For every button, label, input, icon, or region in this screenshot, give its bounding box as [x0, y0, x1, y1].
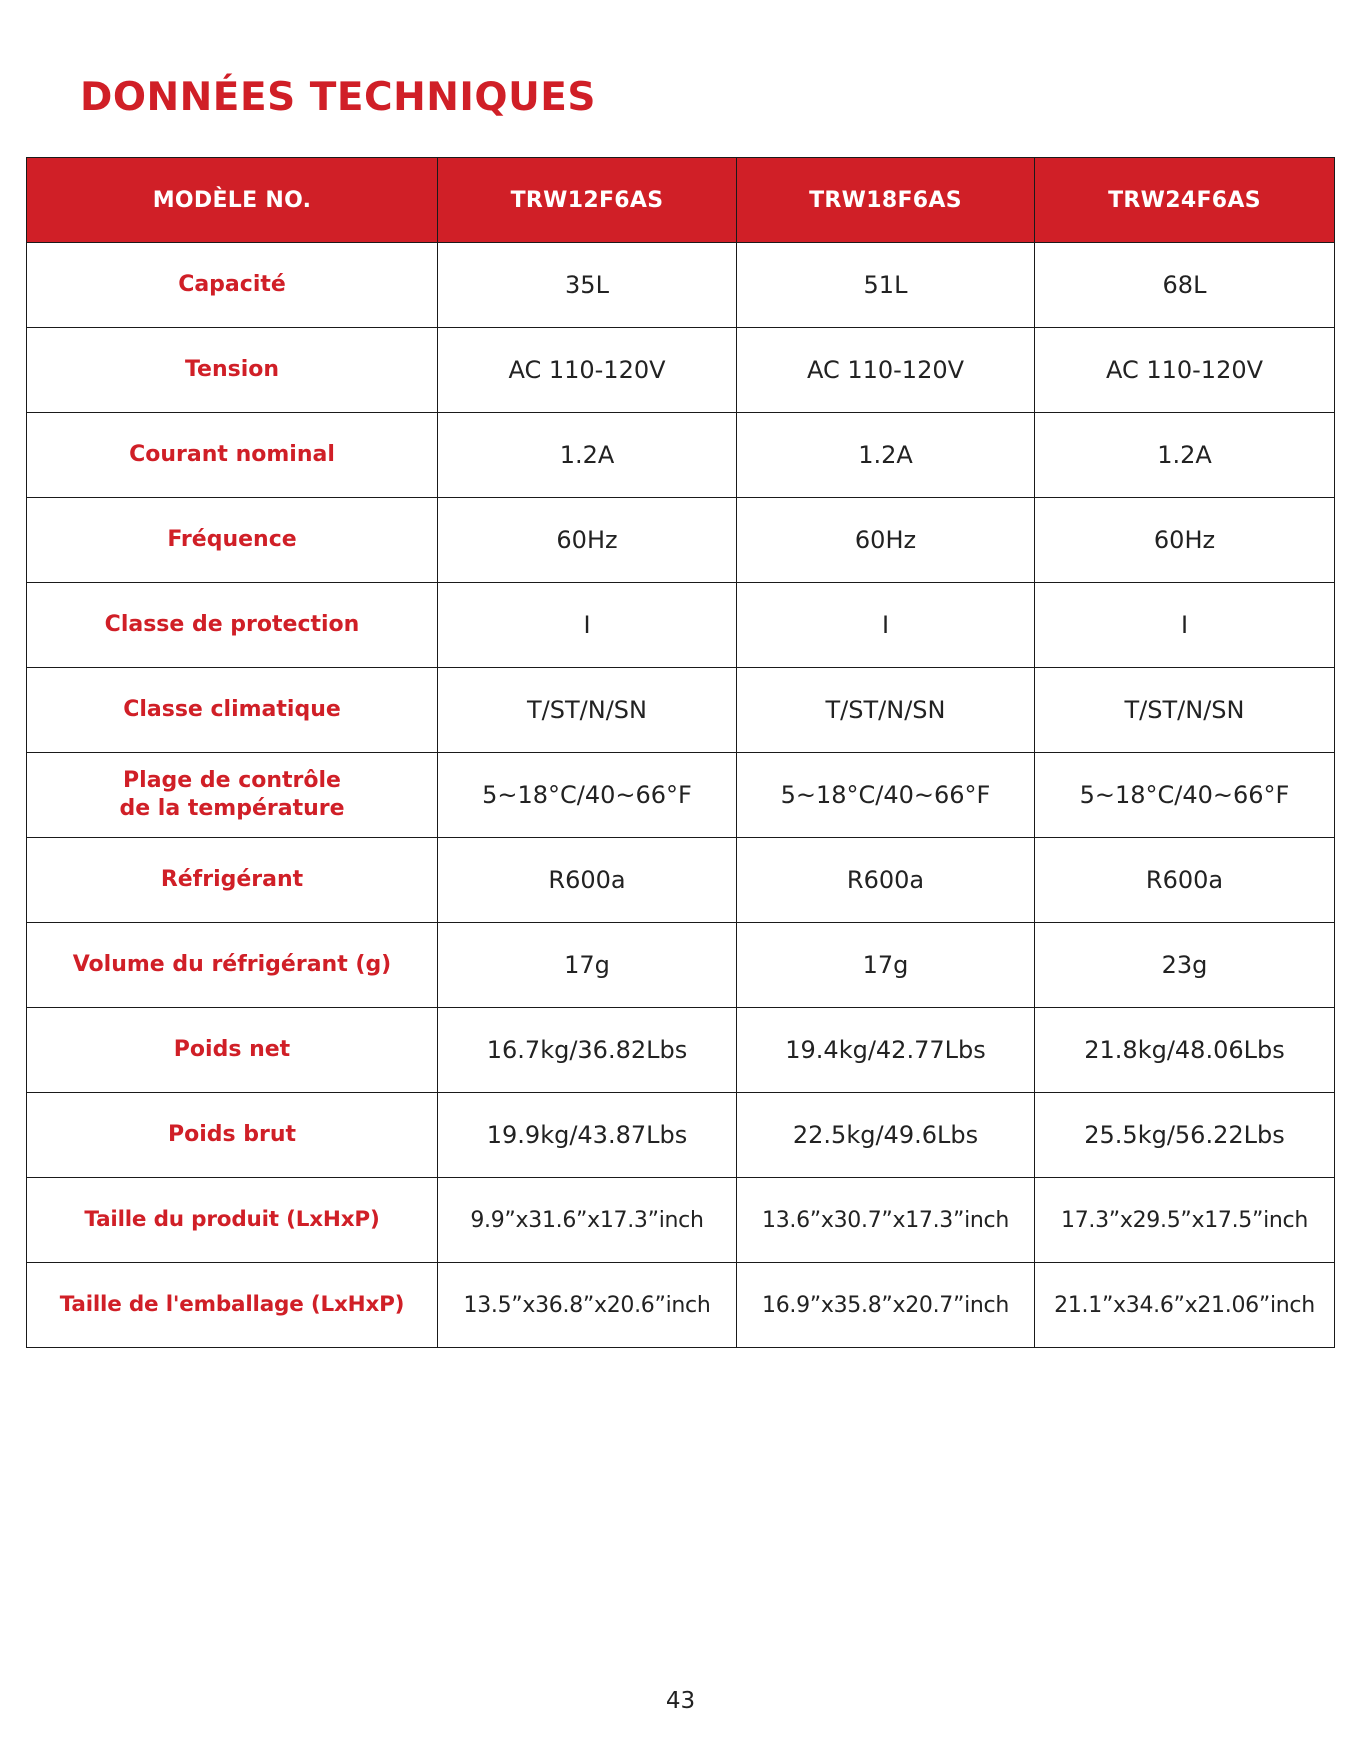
table-row	[27, 923, 1335, 1008]
table-cell: 21.8kg/48.06Lbs	[1035, 1008, 1335, 1093]
row-label-package-size: Taille de l'emballage (LxHxP)	[27, 1263, 438, 1348]
table-cell: 5~18°C/40~66°F	[1035, 753, 1335, 838]
table-cell: 17.3”x29.5”x17.5”inch	[1035, 1178, 1335, 1263]
column-header-trw18f6as: TRW18F6AS	[737, 158, 1035, 243]
table-cell: 5~18°C/40~66°F	[438, 753, 737, 838]
page-number: 43	[665, 1688, 696, 1714]
table-cell: 13.5”x36.8”x20.6”inch	[438, 1263, 737, 1348]
table-cell: 68L	[1035, 243, 1335, 328]
table-row	[27, 1093, 1335, 1178]
table-row	[27, 668, 1335, 753]
table-cell: 16.9”x35.8”x20.7”inch	[737, 1263, 1035, 1348]
row-label-temperature-range: Plage de contrôle de la température	[27, 753, 438, 838]
row-label-rated-current: Courant nominal	[27, 413, 438, 498]
row-label-frequency: Fréquence	[27, 498, 438, 583]
table-row	[27, 1263, 1335, 1348]
row-label-capacity: Capacité	[27, 243, 438, 328]
table-header-row	[27, 158, 1335, 243]
table-row	[27, 753, 1335, 838]
table-cell: 13.6”x30.7”x17.3”inch	[737, 1178, 1035, 1263]
table-row	[27, 1178, 1335, 1263]
table-cell: R600a	[438, 838, 737, 923]
table-cell: 9.9”x31.6”x17.3”inch	[438, 1178, 737, 1263]
table-cell: T/ST/N/SN	[1035, 668, 1335, 753]
table-cell: 60Hz	[1035, 498, 1335, 583]
table-cell: 23g	[1035, 923, 1335, 1008]
table-cell: 17g	[438, 923, 737, 1008]
table-row	[27, 1008, 1335, 1093]
page-title: DONNÉES TECHNIQUES	[80, 75, 596, 120]
table-cell: 5~18°C/40~66°F	[737, 753, 1035, 838]
table-cell: T/ST/N/SN	[438, 668, 737, 753]
table-row	[27, 583, 1335, 668]
column-header-trw24f6as: TRW24F6AS	[1035, 158, 1335, 243]
table-cell: 22.5kg/49.6Lbs	[737, 1093, 1035, 1178]
table-row	[27, 838, 1335, 923]
table-cell: R600a	[737, 838, 1035, 923]
table-row	[27, 243, 1335, 328]
table-cell: I	[1035, 583, 1335, 668]
table-cell: I	[737, 583, 1035, 668]
table-cell: 60Hz	[737, 498, 1035, 583]
row-label-protection-class: Classe de protection	[27, 583, 438, 668]
table-cell: I	[438, 583, 737, 668]
row-label-product-size: Taille du produit (LxHxP)	[27, 1178, 438, 1263]
table-cell: 19.4kg/42.77Lbs	[737, 1008, 1035, 1093]
table-cell: 21.1”x34.6”x21.06”inch	[1035, 1263, 1335, 1348]
table-row	[27, 328, 1335, 413]
row-label-climate-class: Classe climatique	[27, 668, 438, 753]
table-cell: 60Hz	[438, 498, 737, 583]
row-label-gross-weight: Poids brut	[27, 1093, 438, 1178]
column-header-trw12f6as: TRW12F6AS	[438, 158, 737, 243]
specifications-table	[26, 157, 1335, 1348]
table-row	[27, 413, 1335, 498]
table-cell: 51L	[737, 243, 1035, 328]
row-label-voltage: Tension	[27, 328, 438, 413]
table-cell: 35L	[438, 243, 737, 328]
row-label-net-weight: Poids net	[27, 1008, 438, 1093]
table-cell: 1.2A	[737, 413, 1035, 498]
table-cell: 1.2A	[1035, 413, 1335, 498]
table-cell: T/ST/N/SN	[737, 668, 1035, 753]
table-cell: R600a	[1035, 838, 1335, 923]
table-cell: 17g	[737, 923, 1035, 1008]
table-cell: AC 110-120V	[737, 328, 1035, 413]
table-row	[27, 498, 1335, 583]
row-label-refrigerant-volume: Volume du réfrigérant (g)	[27, 923, 438, 1008]
table-cell: AC 110-120V	[1035, 328, 1335, 413]
row-label-refrigerant: Réfrigérant	[27, 838, 438, 923]
table-cell: AC 110-120V	[438, 328, 737, 413]
table-cell: 16.7kg/36.82Lbs	[438, 1008, 737, 1093]
table-cell: 19.9kg/43.87Lbs	[438, 1093, 737, 1178]
table-cell: 1.2A	[438, 413, 737, 498]
table-cell: 25.5kg/56.22Lbs	[1035, 1093, 1335, 1178]
column-header-model: MODÈLE NO.	[27, 158, 438, 243]
